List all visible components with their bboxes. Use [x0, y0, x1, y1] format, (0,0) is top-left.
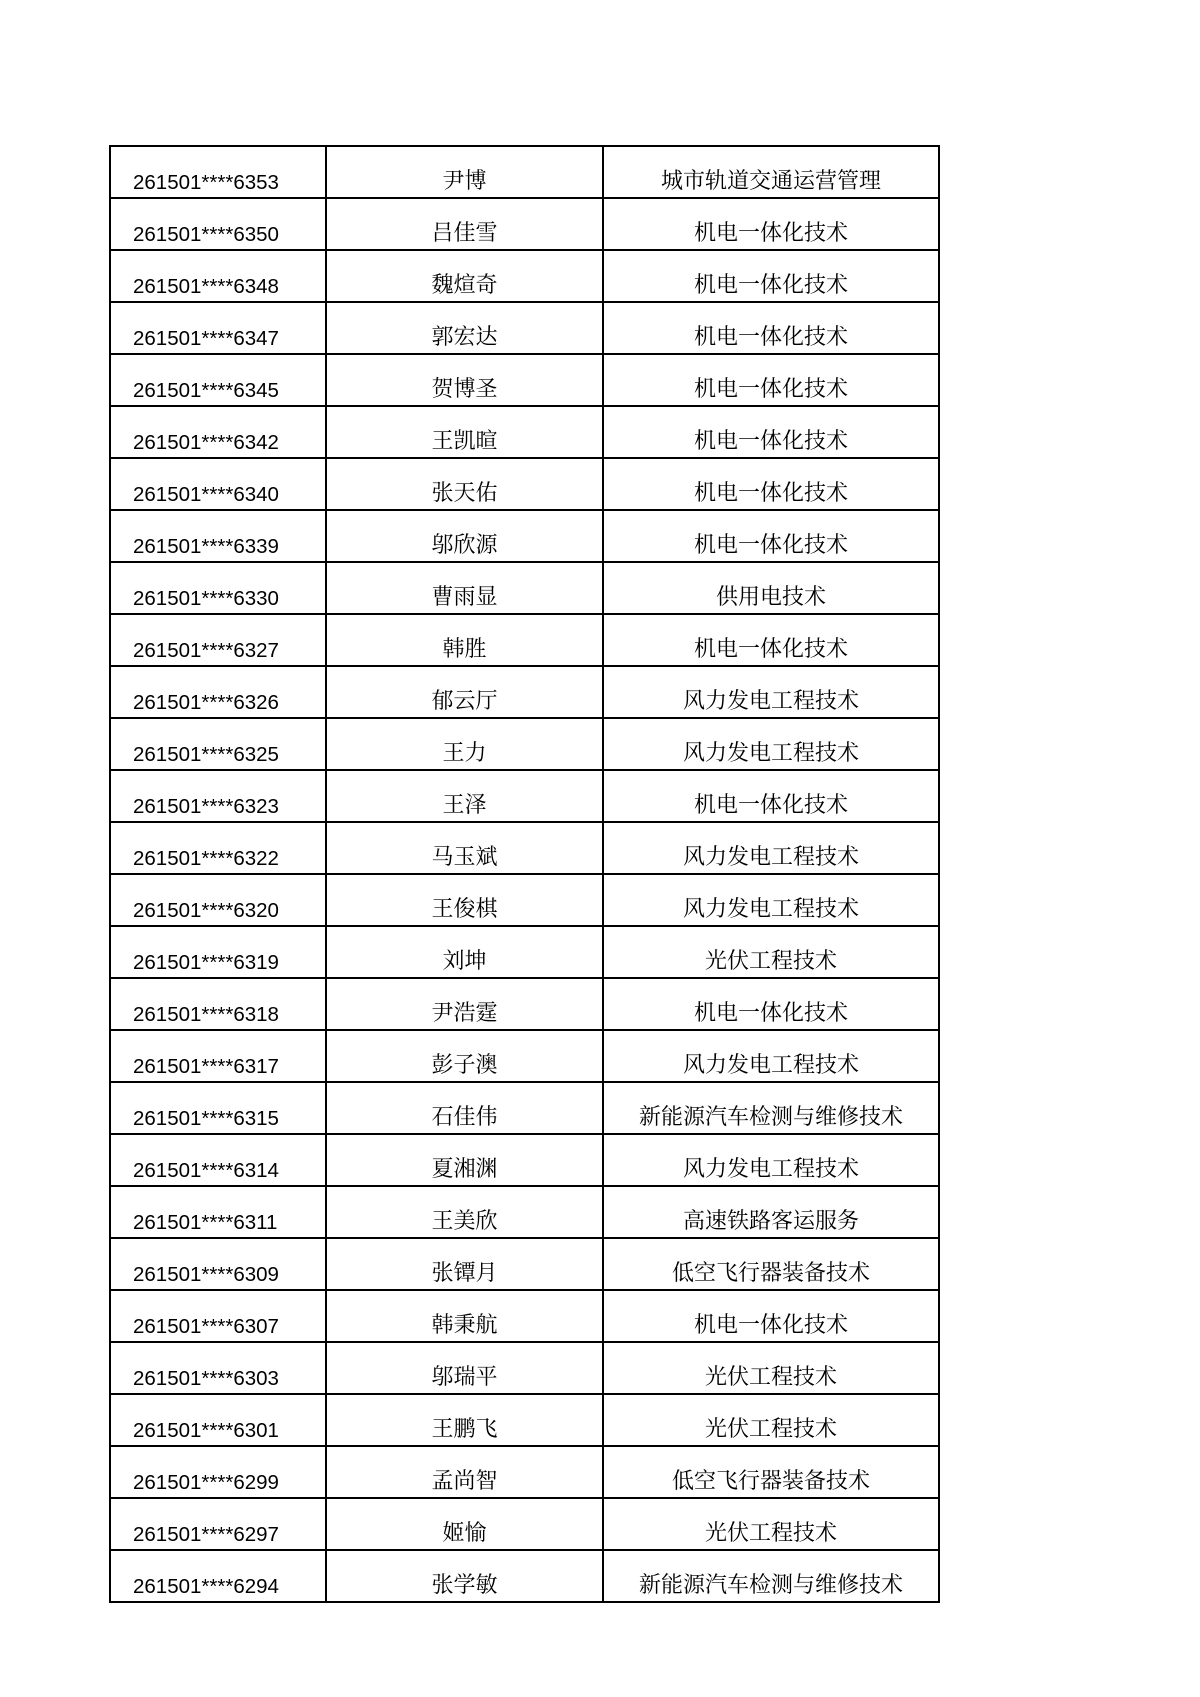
student-id-cell: 261501****6319 — [110, 926, 326, 978]
major-cell: 低空飞行器装备技术 — [603, 1238, 939, 1290]
student-name-cell: 石佳伟 — [326, 1082, 603, 1134]
table-row — [110, 1394, 939, 1446]
table-row — [110, 978, 939, 1030]
table-row — [110, 1238, 939, 1290]
student-name-cell: 彭子澳 — [326, 1030, 603, 1082]
student-name-cell: 张学敏 — [326, 1550, 603, 1602]
student-id-cell: 261501****6318 — [110, 978, 326, 1030]
student-id-cell: 261501****6350 — [110, 198, 326, 250]
table-row — [110, 146, 939, 198]
major-cell: 机电一体化技术 — [603, 250, 939, 302]
student-id-cell: 261501****6303 — [110, 1342, 326, 1394]
major-cell: 机电一体化技术 — [603, 302, 939, 354]
student-name-cell: 张镡月 — [326, 1238, 603, 1290]
table-row — [110, 354, 939, 406]
table-row — [110, 198, 939, 250]
student-name-cell: 张天佑 — [326, 458, 603, 510]
student-id-cell: 261501****6320 — [110, 874, 326, 926]
table-row — [110, 614, 939, 666]
document-page — [109, 145, 938, 1603]
student-id-cell: 261501****6315 — [110, 1082, 326, 1134]
student-name-cell: 韩胜 — [326, 614, 603, 666]
major-cell: 机电一体化技术 — [603, 510, 939, 562]
student-id-cell: 261501****6347 — [110, 302, 326, 354]
table-row — [110, 1082, 939, 1134]
student-name-cell: 王力 — [326, 718, 603, 770]
student-id-cell: 261501****6340 — [110, 458, 326, 510]
student-name-cell: 尹浩霆 — [326, 978, 603, 1030]
student-id-cell: 261501****6342 — [110, 406, 326, 458]
table-row — [110, 510, 939, 562]
student-name-cell: 刘坤 — [326, 926, 603, 978]
table-row — [110, 562, 939, 614]
table-row — [110, 250, 939, 302]
major-cell: 风力发电工程技术 — [603, 874, 939, 926]
major-cell: 机电一体化技术 — [603, 458, 939, 510]
major-cell: 机电一体化技术 — [603, 406, 939, 458]
student-name-cell: 王俊棋 — [326, 874, 603, 926]
student-name-cell: 王美欣 — [326, 1186, 603, 1238]
student-id-cell: 261501****6311 — [110, 1186, 326, 1238]
major-cell: 新能源汽车检测与维修技术 — [603, 1550, 939, 1602]
student-id-cell: 261501****6326 — [110, 666, 326, 718]
student-name-cell: 王凯暄 — [326, 406, 603, 458]
student-name-cell: 魏煊奇 — [326, 250, 603, 302]
major-cell: 机电一体化技术 — [603, 198, 939, 250]
student-id-cell: 261501****6339 — [110, 510, 326, 562]
major-cell: 风力发电工程技术 — [603, 1030, 939, 1082]
student-id-cell: 261501****6297 — [110, 1498, 326, 1550]
major-cell: 机电一体化技术 — [603, 1290, 939, 1342]
major-cell: 风力发电工程技术 — [603, 718, 939, 770]
student-table — [109, 145, 940, 1603]
major-cell: 光伏工程技术 — [603, 1498, 939, 1550]
major-cell: 光伏工程技术 — [603, 1394, 939, 1446]
student-name-cell: 夏湘渊 — [326, 1134, 603, 1186]
student-id-cell: 261501****6330 — [110, 562, 326, 614]
major-cell: 风力发电工程技术 — [603, 1134, 939, 1186]
student-id-cell: 261501****6307 — [110, 1290, 326, 1342]
major-cell: 风力发电工程技术 — [603, 666, 939, 718]
table-row — [110, 1186, 939, 1238]
table-row — [110, 302, 939, 354]
table-row — [110, 770, 939, 822]
table-row — [110, 718, 939, 770]
student-name-cell: 韩秉航 — [326, 1290, 603, 1342]
major-cell: 风力发电工程技术 — [603, 822, 939, 874]
major-cell: 机电一体化技术 — [603, 978, 939, 1030]
student-id-cell: 261501****6322 — [110, 822, 326, 874]
table-row — [110, 874, 939, 926]
student-id-cell: 261501****6325 — [110, 718, 326, 770]
student-name-cell: 孟尚智 — [326, 1446, 603, 1498]
student-name-cell: 郭宏达 — [326, 302, 603, 354]
table-row — [110, 1498, 939, 1550]
student-name-cell: 贺博圣 — [326, 354, 603, 406]
student-name-cell: 王泽 — [326, 770, 603, 822]
major-cell: 新能源汽车检测与维修技术 — [603, 1082, 939, 1134]
table-row — [110, 822, 939, 874]
table-row — [110, 926, 939, 978]
major-cell: 机电一体化技术 — [603, 354, 939, 406]
student-id-cell: 261501****6345 — [110, 354, 326, 406]
table-row — [110, 666, 939, 718]
major-cell: 机电一体化技术 — [603, 614, 939, 666]
table-row — [110, 458, 939, 510]
student-id-cell: 261501****6309 — [110, 1238, 326, 1290]
table-row — [110, 1134, 939, 1186]
student-name-cell: 郁云厅 — [326, 666, 603, 718]
table-row — [110, 406, 939, 458]
major-cell: 光伏工程技术 — [603, 1342, 939, 1394]
major-cell: 机电一体化技术 — [603, 770, 939, 822]
student-name-cell: 尹博 — [326, 146, 603, 198]
student-id-cell: 261501****6299 — [110, 1446, 326, 1498]
student-id-cell: 261501****6348 — [110, 250, 326, 302]
major-cell: 供用电技术 — [603, 562, 939, 614]
table-row — [110, 1342, 939, 1394]
table-row — [110, 1030, 939, 1082]
student-id-cell: 261501****6327 — [110, 614, 326, 666]
table-body — [110, 146, 939, 1602]
student-name-cell: 曹雨显 — [326, 562, 603, 614]
student-id-cell: 261501****6353 — [110, 146, 326, 198]
student-name-cell: 吕佳雪 — [326, 198, 603, 250]
major-cell: 光伏工程技术 — [603, 926, 939, 978]
student-name-cell: 姬愉 — [326, 1498, 603, 1550]
table-row — [110, 1550, 939, 1602]
student-id-cell: 261501****6314 — [110, 1134, 326, 1186]
student-id-cell: 261501****6317 — [110, 1030, 326, 1082]
student-name-cell: 邬瑞平 — [326, 1342, 603, 1394]
table-row — [110, 1446, 939, 1498]
student-name-cell: 王鹏飞 — [326, 1394, 603, 1446]
student-id-cell: 261501****6323 — [110, 770, 326, 822]
student-name-cell: 马玉斌 — [326, 822, 603, 874]
student-id-cell: 261501****6301 — [110, 1394, 326, 1446]
major-cell: 城市轨道交通运营管理 — [603, 146, 939, 198]
student-name-cell: 邬欣源 — [326, 510, 603, 562]
table-row — [110, 1290, 939, 1342]
major-cell: 低空飞行器装备技术 — [603, 1446, 939, 1498]
student-id-cell: 261501****6294 — [110, 1550, 326, 1602]
major-cell: 高速铁路客运服务 — [603, 1186, 939, 1238]
